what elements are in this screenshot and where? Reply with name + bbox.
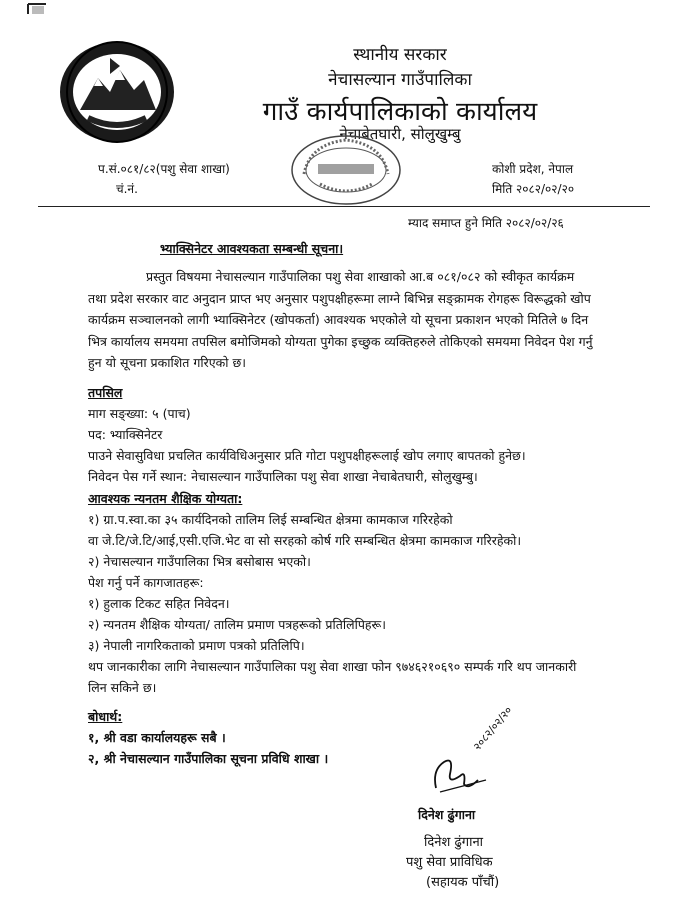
- signatory-name: दिनेश ढुंगाना: [424, 835, 484, 850]
- paragraph-line: कार्यक्रम सञ्चालनको लागी भ्याक्सिनेटर (खोपकर्ता) आवश्यक भएकोले यो सूचना प्रकाशन भएको मितिले ७ दिन: [88, 312, 589, 327]
- corner-mark: [26, 2, 48, 16]
- notice-subject: भ्याक्सिनेटर आवश्यकता सम्बन्धी सूचना।: [160, 241, 344, 256]
- paragraph-line: प्रस्तुत विषयमा नेचासल्यान गाउँपालिका पशु सेवा शाखाको आ.ब ०८१/०८२ को स्वीकृत कार्यक्रम: [146, 269, 575, 284]
- signature-handwritten-name: दिनेश ढुंगाना: [418, 807, 476, 822]
- province: कोशी प्रदेश, नेपाल: [492, 162, 574, 176]
- deadline: म्याद समाप्त हुने मिति २०८२/०२/२६: [408, 216, 564, 230]
- header-divider: [38, 206, 650, 207]
- tapasil-line: पद: भ्याक्सिनेटर: [88, 427, 163, 442]
- qualification-line: वा जे.टि/जे.टि/आई,एसी.एजि.भेट वा सो सरहको कोर्ष गरि सम्बन्धित क्षेत्रमा कामकाज गरिरहेको।: [88, 533, 522, 548]
- tapasil-line: पाउने सेवासुविधा प्रचलित कार्यविधिअनुसार प्रति गोटा पशुपक्षीहरूलाई खोप लगाए बापतको हुनेछ।: [88, 448, 526, 463]
- tapasil-line: माग सङ्ख्या: ५ (पाच): [88, 406, 191, 421]
- contact-line: थप जानकारीका लागि नेचासल्यान गाउँपालिका पशु सेवा शाखा फोन ९७४६२१०६९० सम्पर्क गरि थप जानकारी: [88, 659, 577, 674]
- tapasil-line: निवेदन पेस गर्ने स्थान: नेचासल्यान गाउँपालिका पशु सेवा शाखा नेचाबेतघारी, सोलुखुम्बु।: [88, 469, 478, 484]
- letter-date: मिति २०८२/०२/२०: [492, 182, 575, 196]
- bodharth-line: २, श्री नेचासल्यान गाउँपालिका सूचना प्रविधि शाखा ।: [88, 751, 329, 766]
- paragraph-line: भित्र कार्यालय समयमा तपसिल बमोजिमको योग्यता पुगेका इच्छुक व्यक्तिहरुले तोकिएको समयमा निवेदन पेश गर्नु: [88, 333, 593, 349]
- qualification-heading: आवश्यक न्यनतम शैक्षिक योग्यता:: [88, 491, 243, 506]
- bodharth-line: १, श्री वडा कार्यालयहरू सबै ।: [88, 730, 226, 745]
- paragraph-line: हुन यो सूचना प्रकाशित गरिएको छ।: [88, 355, 246, 370]
- dispatch-number: चं.नं.: [116, 182, 138, 196]
- notice-paragraph: [88, 266, 598, 374]
- document-line: १) हुलाक टिकट सहित निवेदन।: [88, 596, 230, 611]
- header-line-municipality: नेचासल्यान गाउँपालिका: [328, 70, 472, 90]
- signature-date: २०८२/०२/२०: [470, 703, 515, 753]
- header-line-office: गाउँ कार्यपालिकाको कार्यालय: [262, 97, 538, 127]
- signatory-rank: (सहायक पाँचौं): [426, 875, 500, 890]
- bodharth-heading: बोधार्थ:: [88, 709, 123, 724]
- qualification-line: २) नेचासल्यान गाउँपालिका भित्र बसोबास भएको।: [88, 554, 311, 569]
- signatory-title: पशु सेवा प्राविधिक: [406, 855, 493, 870]
- document-line: ३) नेपाली नागरिकताको प्रमाण पत्रको प्रतिलिपि।: [88, 638, 305, 653]
- documents-heading: पेश गर्नु पर्ने कागजातहरू:: [88, 575, 204, 590]
- reference-number: प.सं.०८१/८२(पशु सेवा शाखा): [98, 162, 230, 176]
- tapasil-heading: तपसिल: [88, 385, 123, 400]
- document-line: २) न्यनतम शैक्षिक योग्यता/ तालिम प्रमाण पत्रहरूको प्रतिलिपिहरू।: [88, 617, 387, 632]
- paragraph-line: तथा प्रदेश सरकार वाट अनुदान प्राप्त भए अनुसार पशुपक्षीहरूमा लाग्ने बिभिन्न सङ्क्रामक रोगहरू विरूद्धको खोप: [88, 290, 591, 306]
- header-line-address: नेचाबेतघारी, सोलुखुम्बु: [339, 125, 461, 143]
- qualification-line: १) ग्रा.प.स्वा.का ३५ कार्यदिनको तालिम लिई सम्बन्धित क्षेत्रमा कामकाज गरिरहेको: [88, 512, 453, 527]
- header-line-local-government: स्थानीय सरकार: [353, 45, 447, 65]
- nepal-government-emblem: [58, 40, 176, 144]
- office-stamp: [290, 134, 402, 206]
- contact-line: लिन सकिने छ।: [88, 680, 157, 695]
